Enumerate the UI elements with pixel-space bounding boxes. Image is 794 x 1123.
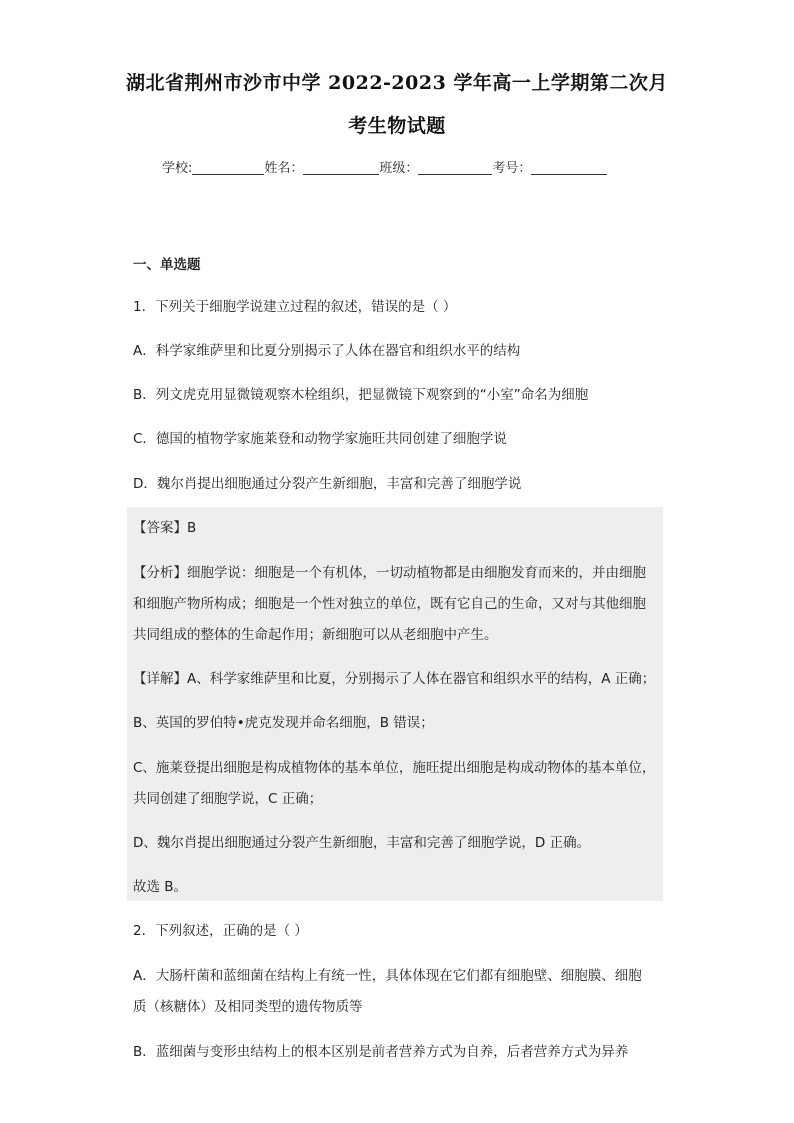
number-blank <box>531 161 607 175</box>
q1-option-a: A．科学家维萨里和比夏分别揭示了人体在器官和组织水平的结构 <box>133 343 521 359</box>
detail-line-5: D、魏尔肖提出细胞通过分裂产生新细胞，丰富和完善了细胞学说，D 正确。 <box>133 835 591 851</box>
school-blank <box>192 161 264 175</box>
class-label: 班级： <box>379 161 419 176</box>
exam-title-line1: 湖北省荆州市沙市中学 2022-2023 学年高一上学期第二次月 <box>126 72 668 94</box>
q2-option-a-line-2: 质（核糖体）及相同类型的遗传物质等 <box>133 999 363 1015</box>
q2-stem: 2．下列叙述，正确的是（ ） <box>133 923 308 939</box>
detail-line-3: C、施莱登提出细胞是构成植物体的基本单位，施旺提出细胞是构成动物体的基本单位， <box>133 760 656 776</box>
analysis-line-2: 和细胞产物所构成；细胞是一个性对独立的单位，既有它自己的生命，又对与其他细胞 <box>133 596 646 612</box>
name-blank <box>303 161 379 175</box>
q2-option-a-line-1: A．大肠杆菌和蓝细菌在结构上有统一性，具体体现在它们都有细胞壁、细胞膜、细胞 <box>133 968 642 984</box>
analysis-line-1: 【分析】细胞学说：细胞是一个有机体，一切动植物都是由细胞发育而来的，并由细胞 <box>133 565 646 581</box>
q1-stem: 1．下列关于细胞学说建立过程的叙述，错误的是（ ） <box>133 299 457 315</box>
detail-line-4: 共同创建了细胞学说，C 正确； <box>133 791 323 807</box>
analysis-line-3: 共同组成的整体的生命起作用；新细胞可以从老细胞中产生。 <box>133 627 498 643</box>
section-heading: 一、单选题 <box>133 257 201 273</box>
q2-option-b: B．蓝细菌与变形虫结构上的根本区别是前者营养方式为自养，后者营养方式为异养 <box>133 1044 629 1060</box>
q1-option-c: C．德国的植物学家施莱登和动物学家施旺共同创建了细胞学说 <box>133 431 507 447</box>
number-label: 考号： <box>492 161 532 176</box>
name-label: 姓名： <box>264 161 304 176</box>
school-label: 学校: <box>162 161 193 176</box>
detail-line-2: B、英国的罗伯特•虎克发现并命名细胞，B 错误； <box>133 715 434 731</box>
final-answer-line: 故选 B。 <box>133 879 188 895</box>
answer-line: 【答案】B <box>133 520 197 536</box>
exam-title-line2: 考生物试题 <box>348 115 446 137</box>
q1-option-d: D．魏尔肖提出细胞通过分裂产生新细胞，丰富和完善了细胞学说 <box>133 476 522 492</box>
detail-line-1: 【详解】A、科学家维萨里和比夏，分别揭示了人体在器官和组织水平的结构，A 正确； <box>133 671 656 687</box>
student-info-row <box>162 157 607 176</box>
class-blank <box>418 161 492 175</box>
q1-option-b: B．列文虎克用显微镜观察木栓组织，把显微镜下观察到的“小室”命名为细胞 <box>133 387 589 403</box>
